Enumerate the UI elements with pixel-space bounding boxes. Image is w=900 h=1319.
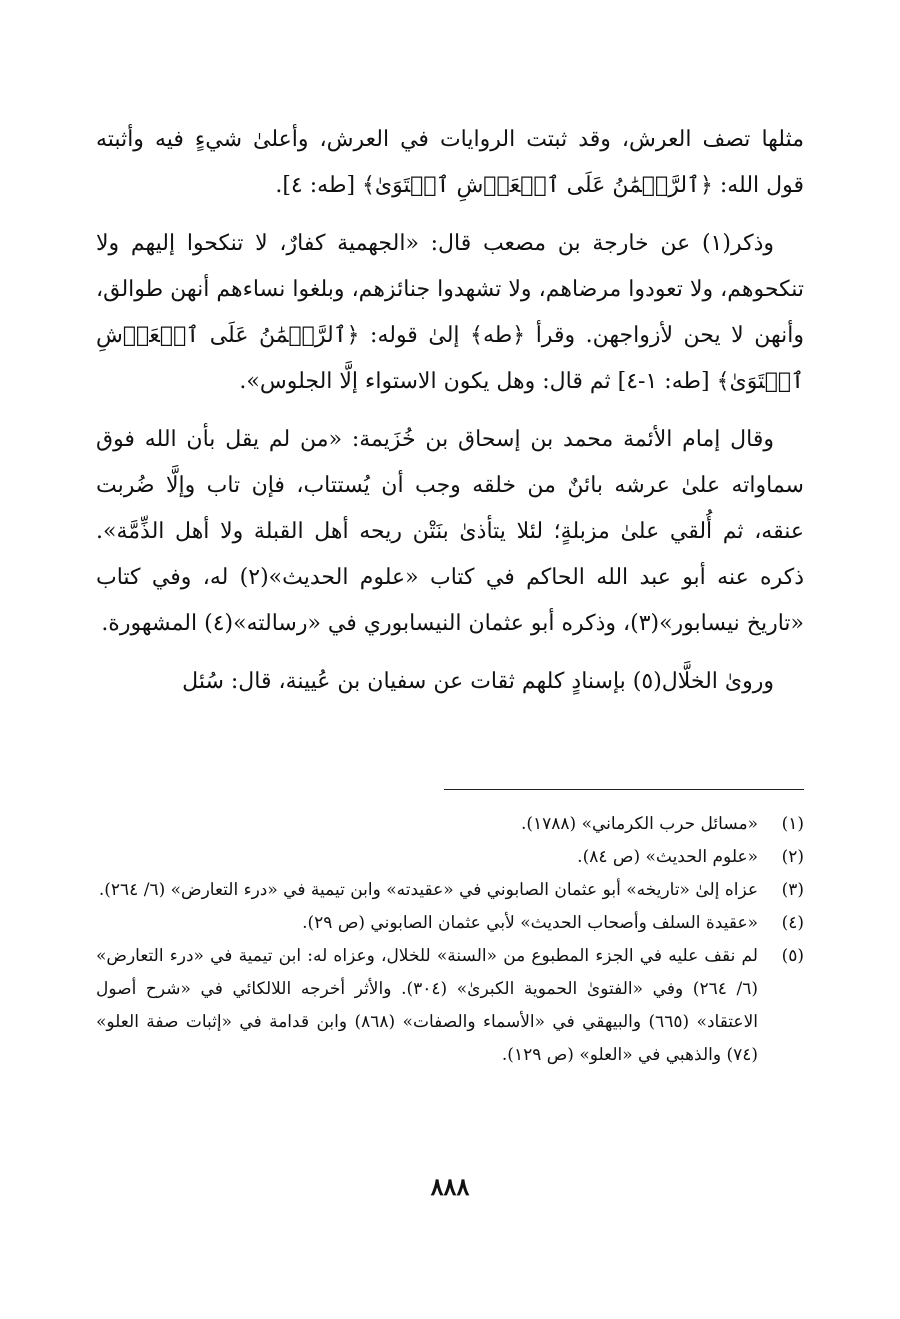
footnote-text: عزاه إلىٰ «تاريخه» أبو عثمان الصابوني في «عقيدته» وابن تيمية في «درء التعارض» (٦/ ٢٦٤).	[98, 880, 758, 900]
footnotes	[96, 808, 804, 1072]
paragraph: مثلها تصف العرش، وقد ثبتت الروايات في العرش، وأعلىٰ شيءٍ فيه وأثبته قول الله: ﴿ٱلرَّحۡمَٰنُ عَلَى ٱلۡعَرۡشِ ٱسۡتَوَىٰ﴾ [طه: ٤].	[96, 127, 804, 198]
footnote-divider	[444, 789, 804, 790]
page-number: ٨٨٨	[430, 1172, 470, 1201]
footnote-number: (٤)	[781, 913, 804, 933]
footnote-4	[96, 907, 804, 940]
paragraph: وروىٰ الخلَّال(٥) بإسنادٍ كلهم ثقات عن سفيان بن عُيينة، قال: سُئل	[182, 669, 774, 694]
footnote-1	[96, 808, 804, 841]
footnote-3	[96, 874, 804, 907]
footnote-5	[96, 940, 804, 1072]
footnote-number: (٣)	[781, 880, 804, 900]
paragraph: وذكر(١) عن خارجة بن مصعب قال: «الجهمية كفارٌ، لا تنكحوا إليهم ولا تنكحوهم، ولا تعودوا مرضاهم، ولا تشهدوا جنائزهم، وبلغوا نساءهم أنهن طوالق، وأنهن لا يحن لأزواجهن. وقرأ ﴿طه﴾ إلىٰ قوله: ﴿ٱلرَّحۡمَٰنُ عَلَى ٱلۡعَرۡشِ ٱسۡتَوَىٰ﴾ [طه: ١-٤] ثم قال: وهل يكون الاستواء إلَّا الجلوس».	[96, 231, 804, 394]
footnote-number: (١)	[781, 814, 804, 834]
footnote-number: (٢)	[781, 847, 804, 867]
footnote-text: لم نقف عليه في الجزء المطبوع من «السنة» للخلال، وعزاه له: ابن تيمية في «درء التعارض» (٦/ ٢٦٤) وفي «الفتوىٰ الحموية الكبرىٰ» (٣٠٤). والأثر أخرجه اللالكائي في «شرح أصول الاعتقاد» (٦٦٥) والبيهقي في «الأسماء والصفات» (٨٦٨) وابن قدامة في «إثبات صفة العلو» (٧٤) والذهبي في «العلو» (ص ١٢٩).	[96, 946, 758, 1065]
main-text	[96, 117, 804, 717]
footnote-2	[96, 841, 804, 874]
paragraph: وقال إمام الأئمة محمد بن إسحاق بن خُزَيمة: «من لم يقل بأن الله فوق سماواته علىٰ عرشه بائنٌ من خلقه وجب أن يُستتاب، فإن تاب وإلَّا ضُربت عنقه، ثم أُلقي علىٰ مزبلةٍ؛ لئلا يتأذىٰ بنَتْن ريحه أهل القبلة ولا أهل الذِّمَّة». ذكره عنه أبو عبد الله الحاكم في كتاب «علوم الحديث»(٢) له، وفي كتاب «تاريخ نيسابور»(٣)، وذكره أبو عثمان النيسابوري في «رسالته»(٤) المشهورة.	[96, 427, 804, 636]
footnote-text: «عقيدة السلف وأصحاب الحديث» لأبي عثمان الصابوني (ص ٢٩).	[302, 913, 758, 933]
footnote-text: «علوم الحديث» (ص ٨٤).	[577, 847, 758, 867]
footnote-number: (٥)	[781, 946, 804, 966]
footnote-text: «مسائل حرب الكرماني» (١٧٨٨).	[520, 814, 758, 834]
